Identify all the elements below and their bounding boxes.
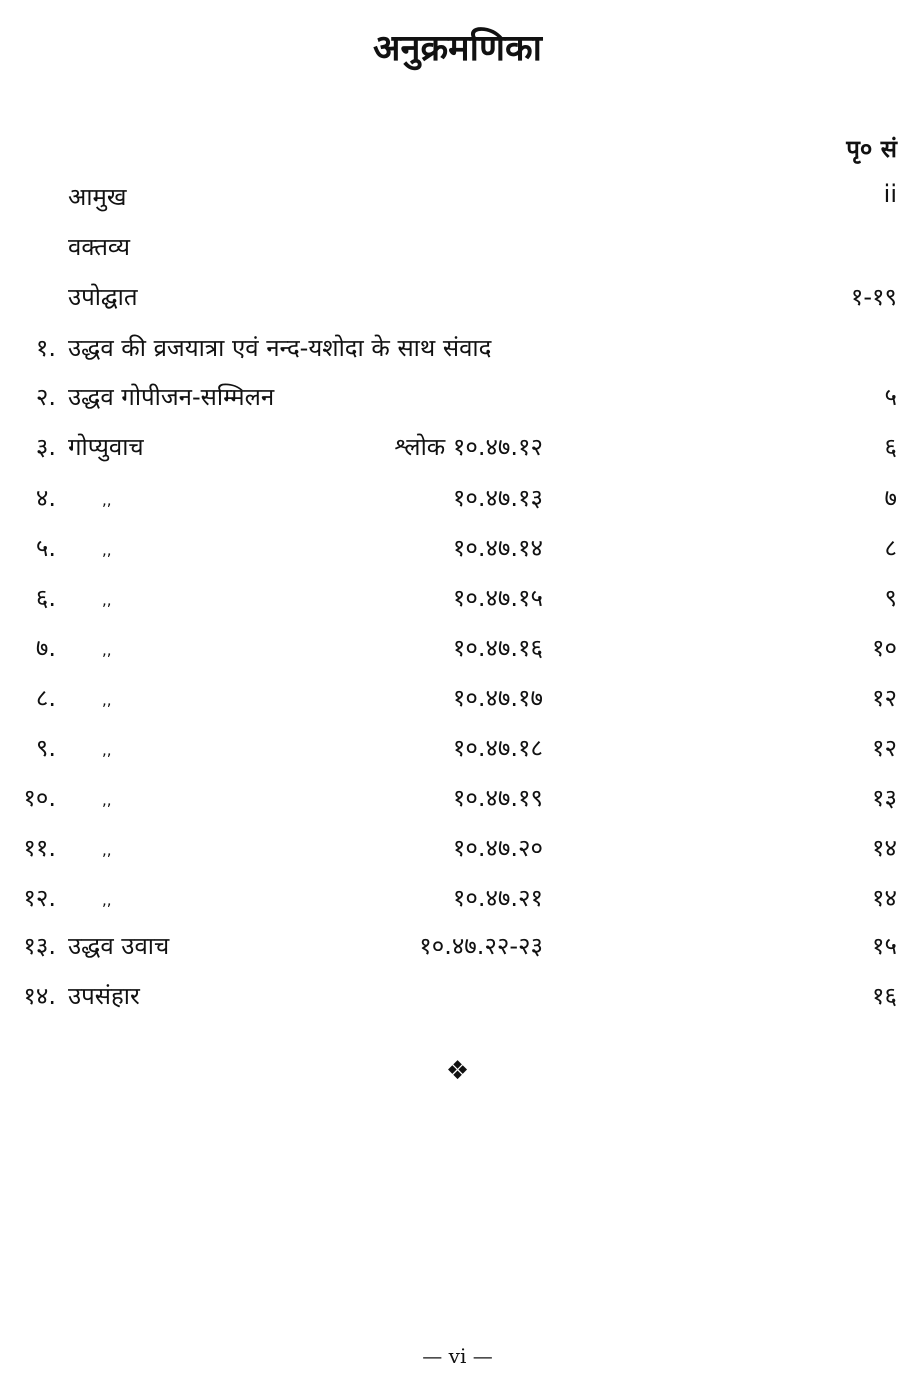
entry-verse-reference: १०.४७.२० — [452, 834, 543, 862]
entry-number: १४. — [23, 982, 56, 1010]
toc-entry — [0, 230, 915, 270]
toc-entry — [0, 380, 915, 420]
entry-number: १२. — [23, 884, 56, 912]
toc-entry — [0, 180, 915, 220]
entry-page-number: १२ — [872, 684, 897, 712]
entry-verse-reference: १०.४७.१५ — [452, 584, 543, 612]
entry-page-number: ii — [883, 180, 897, 208]
entry-title: उपसंहार — [68, 982, 140, 1010]
entry-number: १३. — [23, 932, 56, 960]
entry-page-number: १-१९ — [850, 283, 897, 311]
entry-number: ११. — [23, 834, 56, 862]
entry-title: आमुख — [68, 183, 127, 211]
entry-page-number: १५ — [872, 932, 897, 960]
entry-page-number: १६ — [872, 982, 897, 1010]
toc-entry — [0, 331, 915, 371]
entry-page-number: ६ — [884, 433, 897, 461]
entry-number: १०. — [23, 784, 56, 812]
entry-page-number: १४ — [872, 834, 897, 862]
toc-entry — [0, 781, 915, 821]
page-title: अनुक्रमणिका — [373, 28, 542, 69]
ornament-icon: ❖ — [445, 1056, 470, 1086]
toc-entry — [0, 631, 915, 671]
entry-title: ,, — [102, 641, 112, 659]
entry-page-number: १२ — [872, 734, 897, 762]
entry-number: ६. — [35, 584, 56, 612]
entry-title: ,, — [102, 591, 112, 609]
entry-title: उद्धव गोपीजन-सम्मिलन — [68, 383, 275, 411]
toc-entry — [0, 280, 915, 320]
entry-verse-reference: १०.४७.२१ — [452, 884, 543, 912]
entry-title: ,, — [102, 691, 112, 709]
toc-entry — [0, 929, 915, 969]
entry-title: ,, — [102, 491, 112, 509]
toc-entry — [0, 481, 915, 521]
toc-entry — [0, 581, 915, 621]
toc-entry — [0, 430, 915, 470]
entry-title: उपोद्घात — [68, 283, 138, 311]
entry-page-number: ७ — [884, 484, 897, 512]
entry-title: ,, — [102, 841, 112, 859]
page-number-column-heading: पृ० सं — [846, 135, 897, 163]
entry-verse-reference: १०.४७.१९ — [452, 784, 543, 812]
entry-number: ७. — [35, 634, 56, 662]
entry-title: ,, — [102, 741, 112, 759]
entry-page-number: १३ — [872, 784, 897, 812]
entry-title: ,, — [102, 791, 112, 809]
toc-entry — [0, 531, 915, 571]
toc-entry — [0, 731, 915, 771]
entry-verse-reference: श्लोक १०.४७.१२ — [394, 433, 543, 461]
toc-entry — [0, 681, 915, 721]
entry-page-number: ९ — [884, 584, 897, 612]
entry-title: उद्धव उवाच — [68, 932, 170, 960]
entry-page-number: ५ — [884, 383, 897, 411]
toc-entry — [0, 881, 915, 921]
entry-number: १. — [35, 334, 56, 362]
entry-verse-reference: १०.४७.१६ — [452, 634, 543, 662]
entry-verse-reference: १०.४७.१३ — [452, 484, 543, 512]
entry-page-number: १० — [872, 634, 897, 662]
entry-page-number: १४ — [872, 884, 897, 912]
entry-number: ४. — [35, 484, 56, 512]
entry-title: गोप्युवाच — [68, 433, 144, 461]
toc-entry — [0, 979, 915, 1019]
entry-number: ९. — [35, 734, 56, 762]
entry-page-number: ८ — [884, 534, 897, 562]
entry-verse-reference: १०.४७.१४ — [452, 534, 543, 562]
entry-verse-reference: १०.४७.२२-२३ — [419, 932, 543, 960]
entry-number: ८. — [35, 684, 56, 712]
entry-number: ३. — [35, 433, 56, 461]
entry-title: ,, — [102, 541, 112, 559]
entry-title: उद्धव की व्रजयात्रा एवं नन्द-यशोदा के साथ संवाद — [68, 334, 492, 362]
entry-number: ५. — [35, 534, 56, 562]
toc-entry — [0, 831, 915, 871]
entry-number: २. — [35, 383, 56, 411]
folio: — vi — — [422, 1344, 493, 1368]
entry-verse-reference: १०.४७.१८ — [452, 734, 543, 762]
entry-title: ,, — [102, 891, 112, 909]
entry-title: वक्तव्य — [68, 233, 131, 261]
entry-verse-reference: १०.४७.१७ — [452, 684, 543, 712]
